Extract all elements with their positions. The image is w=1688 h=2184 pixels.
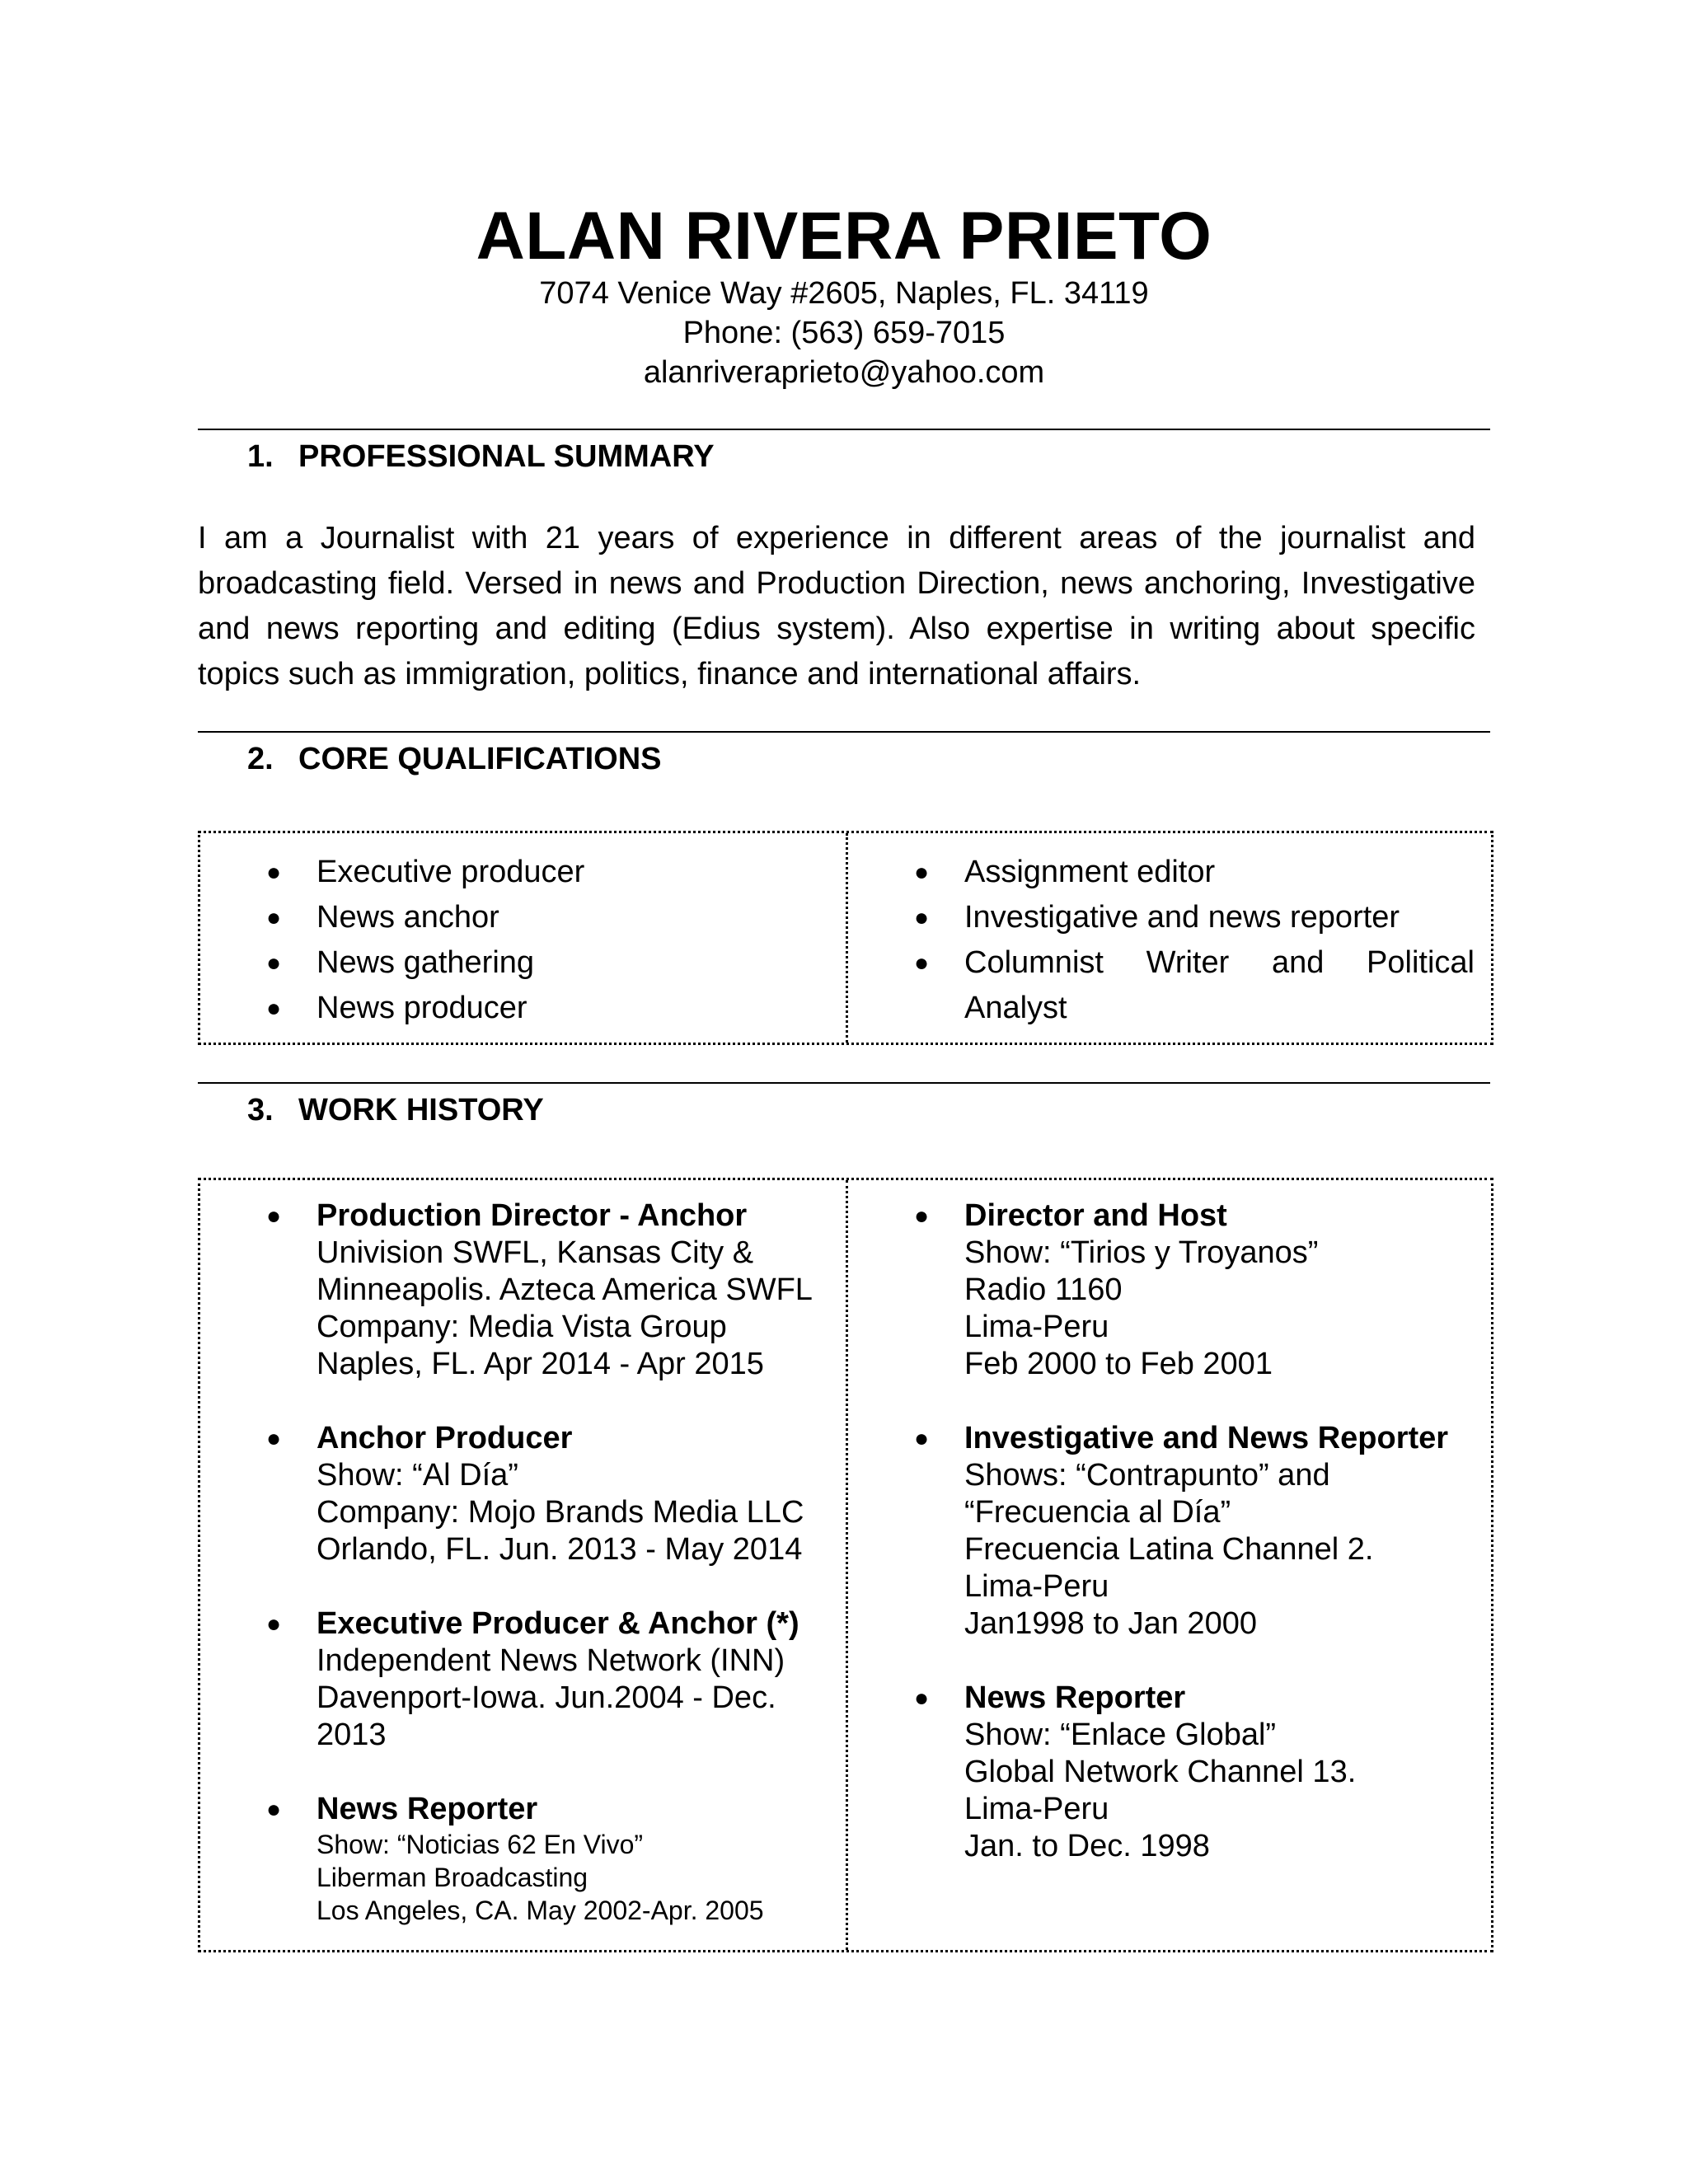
email: alanriveraprieto@yahoo.com bbox=[643, 355, 1045, 390]
job-detail: Shows: “Contrapunto” and bbox=[964, 1458, 1330, 1493]
professional-summary-text: I am a Journalist with 21 years of experience in different areas of the journalist and broadcasting field. Versed in news and Production Direction, news anchoring, Investigative and news reporting and editing (Edius system). Also expertise in writing about specific topics such as immigration, politics, finance and international affairs. bbox=[198, 521, 1475, 691]
divider bbox=[198, 731, 1490, 733]
qualification-item bbox=[200, 895, 846, 940]
job-detail: Show: “Enlace Global” bbox=[964, 1718, 1277, 1752]
job-detail: Jan. to Dec. 1998 bbox=[964, 1829, 1210, 1863]
bullet-icon: ● bbox=[266, 1202, 282, 1230]
qualifications-table bbox=[198, 831, 1493, 1045]
work-history-left-column bbox=[200, 1180, 848, 1950]
job-detail: Jan1998 to Jan 2000 bbox=[964, 1606, 1257, 1641]
work-entry bbox=[200, 1791, 846, 1927]
bullet-icon: ● bbox=[914, 949, 930, 977]
job-detail: “Frecuencia al Día” bbox=[964, 1495, 1231, 1530]
bullet-icon: ● bbox=[914, 904, 930, 931]
qualifications-left-list bbox=[200, 850, 846, 1031]
divider bbox=[198, 1082, 1490, 1084]
bullet-icon: ● bbox=[266, 1610, 282, 1638]
section-title: PROFESSIONAL SUMMARY bbox=[298, 439, 715, 474]
bullet-icon: ● bbox=[266, 1425, 282, 1452]
qualification-item bbox=[200, 940, 846, 986]
qualification-label: News gathering bbox=[316, 945, 535, 980]
work-entry bbox=[200, 1197, 846, 1383]
job-title: Production Director - Anchor bbox=[316, 1198, 748, 1233]
bullet-icon: ● bbox=[266, 904, 282, 931]
section-title: WORK HISTORY bbox=[298, 1093, 544, 1127]
section-number: 3. bbox=[247, 1093, 274, 1127]
job-title: Director and Host bbox=[964, 1198, 1227, 1233]
job-detail: Show: “Al Día” bbox=[316, 1458, 518, 1493]
qualifications-left-column bbox=[200, 833, 848, 1043]
job-title: News Reporter bbox=[964, 1680, 1186, 1715]
section-heading-work bbox=[247, 1090, 544, 1130]
section-number: 1. bbox=[247, 439, 274, 474]
qualifications-right-column bbox=[848, 833, 1491, 1043]
job-detail: Lima-Peru bbox=[964, 1792, 1109, 1826]
job-detail: Show: “Noticias 62 En Vivo” bbox=[316, 1830, 644, 1859]
bullet-icon: ● bbox=[914, 859, 930, 886]
qualification-label: Columnist Writer and Political Analyst bbox=[964, 945, 1475, 1025]
bullet-icon: ● bbox=[914, 1425, 930, 1452]
job-detail: Global Network Channel 13. bbox=[964, 1755, 1357, 1789]
bullet-icon: ● bbox=[266, 995, 282, 1022]
qualification-label: News producer bbox=[316, 991, 528, 1025]
job-detail: Minneapolis. Azteca America SWFL bbox=[316, 1272, 813, 1307]
job-detail: 2013 bbox=[316, 1718, 387, 1752]
qualification-label: Assignment editor bbox=[964, 855, 1216, 889]
bullet-icon: ● bbox=[914, 1202, 930, 1230]
candidate-name: ALAN RIVERA PRIETO bbox=[476, 199, 1212, 274]
qualification-label: News anchor bbox=[316, 900, 499, 935]
job-title: Anchor Producer bbox=[316, 1421, 573, 1455]
job-detail: Naples, FL. Apr 2014 - Apr 2015 bbox=[316, 1347, 764, 1381]
job-detail: Orlando, FL. Jun. 2013 - May 2014 bbox=[316, 1532, 803, 1567]
job-detail: Lima-Peru bbox=[964, 1569, 1109, 1604]
section-heading-summary bbox=[247, 437, 715, 476]
work-entry bbox=[848, 1420, 1491, 1643]
job-detail: Company: Media Vista Group bbox=[316, 1310, 727, 1344]
job-detail: Lima-Peru bbox=[964, 1310, 1109, 1344]
qualification-label: Investigative and news reporter bbox=[964, 900, 1400, 935]
work-entry bbox=[848, 1197, 1491, 1383]
job-detail: Feb 2000 to Feb 2001 bbox=[964, 1347, 1273, 1381]
section-heading-qualifications bbox=[247, 739, 662, 779]
qualification-item bbox=[200, 986, 846, 1031]
qualification-item bbox=[848, 895, 1475, 940]
job-detail: Univision SWFL, Kansas City & bbox=[316, 1235, 754, 1270]
qualification-label: Executive producer bbox=[316, 855, 585, 889]
section-number: 2. bbox=[247, 742, 274, 776]
job-title: Executive Producer & Anchor (*) bbox=[316, 1606, 799, 1641]
bullet-icon: ● bbox=[266, 1796, 282, 1823]
phone: Phone: (563) 659-7015 bbox=[682, 316, 1006, 350]
work-history-right-list bbox=[848, 1197, 1491, 1865]
work-history-left-list bbox=[200, 1197, 846, 1927]
address: 7074 Venice Way #2605, Naples, FL. 34119 bbox=[539, 276, 1149, 311]
work-entry bbox=[200, 1420, 846, 1568]
work-history-table bbox=[198, 1178, 1493, 1952]
bullet-icon: ● bbox=[914, 1685, 930, 1712]
qualification-item bbox=[848, 940, 1475, 1031]
job-detail: Independent News Network (INN) bbox=[316, 1643, 785, 1678]
job-detail: Davenport-Iowa. Jun.2004 - Dec. bbox=[316, 1680, 776, 1715]
qualification-item bbox=[200, 850, 846, 895]
job-detail: Los Angeles, CA. May 2002-Apr. 2005 bbox=[316, 1896, 764, 1925]
job-detail: Liberman Broadcasting bbox=[316, 1863, 588, 1892]
qualification-item bbox=[848, 850, 1475, 895]
section-title: CORE QUALIFICATIONS bbox=[298, 742, 662, 776]
bullet-icon: ● bbox=[266, 859, 282, 886]
job-detail: Radio 1160 bbox=[964, 1272, 1123, 1307]
job-detail: Company: Mojo Brands Media LLC bbox=[316, 1495, 804, 1530]
job-detail: Frecuencia Latina Channel 2. bbox=[964, 1532, 1374, 1567]
work-entry bbox=[200, 1605, 846, 1754]
qualifications-right-list bbox=[848, 850, 1475, 1031]
work-entry bbox=[848, 1680, 1491, 1865]
job-detail: Show: “Tirios y Troyanos” bbox=[964, 1235, 1319, 1270]
job-title: News Reporter bbox=[316, 1792, 538, 1826]
divider bbox=[198, 429, 1490, 430]
work-history-right-column bbox=[848, 1180, 1491, 1950]
job-title: Investigative and News Reporter bbox=[964, 1421, 1449, 1455]
bullet-icon: ● bbox=[266, 949, 282, 977]
